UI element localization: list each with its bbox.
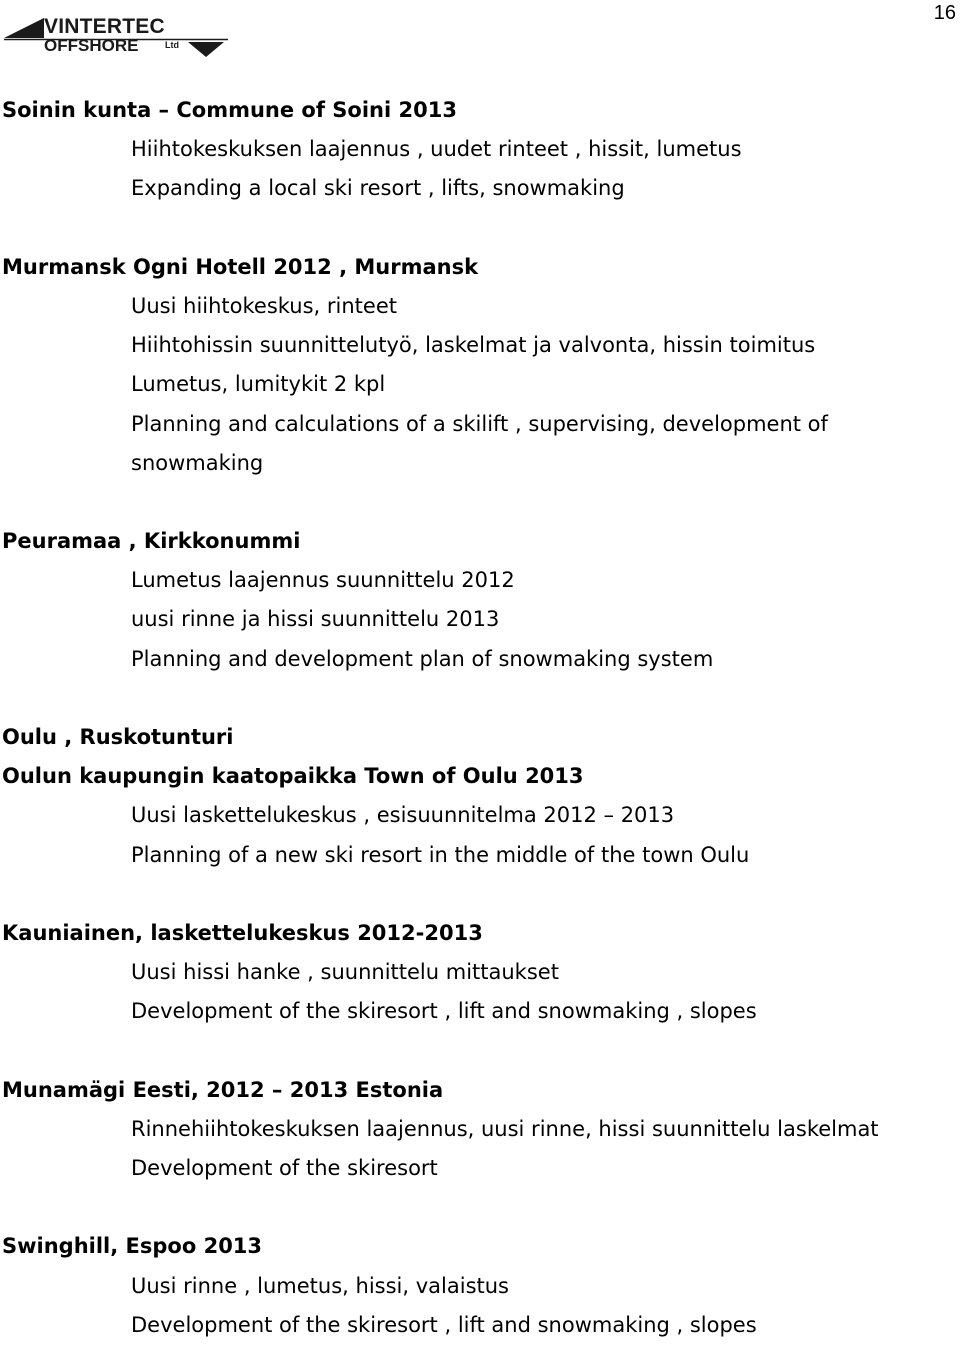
project-detail: Planning and calculations of a skilift , supervising, development of [131,411,828,436]
project-detail: Uusi rinne , lumetus, hissi, valaistus [131,1273,509,1298]
project-title: Oulu , Ruskotunturi [2,725,234,749]
project-swinghill [2,1227,952,1345]
project-title: Murmansk Ogni Hotell 2012 , Murmansk [2,254,479,279]
project-detail: Planning and development plan of snowmaking system [131,646,714,671]
company-logo [2,14,230,60]
project-detail: Hiihtohissin suunnittelutyö, laskelmat ja valvonta, hissin toimitus [131,333,816,358]
project-detail: Uusi hiihtokeskus, rinteet [131,293,397,318]
project-detail: Development of the skiresort [131,1156,438,1181]
project-detail: Hiihtokeskuksen laajennus , uudet rinteet , hissit, lumetus [131,137,742,162]
project-detail: Rinnehiihtokeskuksen laajennus, uusi rinne, hissi suunnittelu laskelmat [131,1116,879,1141]
project-title: Kauniainen, laskettelukeskus 2012-2013 [2,920,483,945]
logo-text-ltd: Ltd [165,40,179,50]
project-title: Soinin kunta – Commune of Soini 2013 [2,98,457,122]
project-detail: Development of the skiresort , lift and snowmaking , slopes [131,999,757,1024]
section-gap [2,679,952,718]
project-detail: Uusi hissi hanke , suunnittelu mittaukset [131,960,559,985]
project-subtitle: Oulun kaupungin kaatopaikka Town of Oulu 2013 [2,764,584,789]
project-detail: Uusi laskettelukeskus , esisuunnitelma 2012 – 2013 [131,803,675,828]
project-detail: snowmaking [131,450,264,475]
section-gap [2,875,952,914]
section-gap [2,1032,952,1071]
section-gap [2,209,952,248]
project-title: Peuramaa , Kirkkonummi [2,529,301,554]
project-murmansk [2,248,952,483]
project-kauniainen [2,914,952,1032]
project-title: Swinghill, Espoo 2013 [2,1234,263,1259]
page-number: 16 [933,2,956,24]
project-soini [2,91,952,209]
project-oulu [2,718,952,875]
logo-text-vintertec: VINTERTEC [44,15,165,38]
project-detail: Expanding a local ski resort , lifts, snowmaking [131,176,625,201]
project-title: Munamägi Eesti, 2012 – 2013 Estonia [2,1077,444,1102]
project-detail: Development of the skiresort , lift and snowmaking , slopes [131,1312,757,1337]
reference-list [2,91,952,1345]
project-munamagi [2,1071,952,1189]
project-detail: Lumetus, lumitykit 2 kpl [131,372,386,397]
logo-text-offshore: OFFSHORE [44,36,139,55]
section-gap [2,1188,952,1227]
project-detail: Lumetus laajennus suunnittelu 2012 [131,568,515,593]
section-gap [2,483,952,522]
project-detail: Planning of a new ski resort in the middle of the town Oulu [131,842,750,867]
project-peuramaa [2,522,952,679]
project-detail: uusi rinne ja hissi suunnittelu 2013 [131,607,500,632]
